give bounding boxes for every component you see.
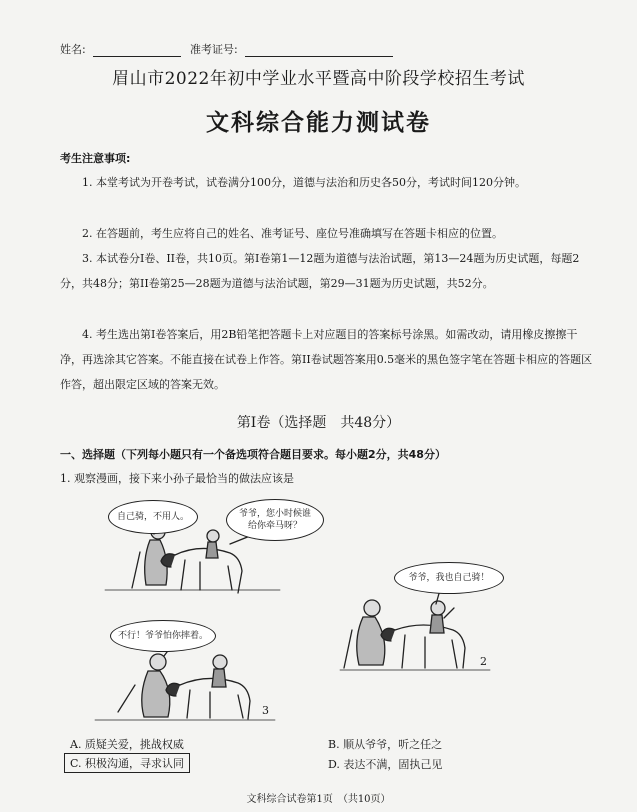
speech-bubble-4 <box>110 620 216 652</box>
exam-title: 眉山市2022年初中学业水平暨高中阶段学校招生考试 <box>112 69 525 89</box>
option-c: C. 积极沟通，寻求认同 <box>64 753 190 773</box>
page-footer: 文科综合试卷第1页 （共10页） <box>246 794 391 805</box>
bubble-4-text: 不行！爷爷怕你摔着。 <box>117 631 208 641</box>
option-d: D. 表达不满，固执己见 <box>328 758 443 771</box>
question-stem: 1. 观察漫画，接下来小孙子最恰当的做法应该是 <box>60 472 294 485</box>
panel-2-drawing <box>340 600 490 670</box>
section-instruction: 一、选择题（下列每小题只有一个备选项符合题目要求。每小题2分，共48分） <box>60 448 446 461</box>
speech-bubble-3 <box>394 562 504 594</box>
option-b: B. 顺从爷爷，听之任之 <box>328 738 443 751</box>
name-label: 姓名: <box>60 43 86 56</box>
notice-item-2: 2. 在答题前，考生应将自己的姓名、准考证号、座位号准确填写在答题卡相应的位置。 <box>82 227 503 240</box>
section-heading: 第I卷（选择题 共48分） <box>236 415 401 431</box>
bubble-3-text: 爷爷，我也自己骑！ <box>408 573 490 583</box>
notice-item-3: 3. 本试卷分I卷、II卷，共10页。第I卷第1—12题为道德与法治试题，第13—24题为历史试题，每题2分，共48分；第II卷第25—28题为道德与法治试题，第29—31题为历史试题，共52分。 <box>60 252 580 290</box>
panel-number-2: 2 <box>480 655 487 668</box>
panel-number-3: 3 <box>262 704 269 717</box>
id-label: 准考证号: <box>190 43 238 56</box>
option-a: A. 质疑关爱，挑战权威 <box>70 738 184 751</box>
notice-heading: 考生注意事项: <box>60 152 131 165</box>
bubble-1-text: 自己骑，不用人。 <box>116 512 189 522</box>
notice-item-1: 1. 本堂考试为开卷考试，试卷满分100分，道德与法治和历史各50分，考试时间120分钟。 <box>82 176 526 189</box>
bubble-2-text: 爷爷，您小时候谁给你牵马呀？ <box>238 509 311 531</box>
exam-subtitle: 文科综合能力测试卷 <box>206 109 431 136</box>
notice-item-4: 4. 考生选出第I卷答案后，用2B铅笔把答题卡上对应题目的答案标号涂黑。如需改动，请用橡皮擦擦干净，再选涂其它答案。不能直接在试卷上作答。第II卷试题答案用0.5毫米的黑色签字笔在答题卡相应的答题区作答，超出限定区域的答案无效。 <box>60 328 593 391</box>
panel-3-drawing <box>95 654 275 720</box>
speech-bubble-1 <box>108 500 198 534</box>
speech-bubble-2 <box>226 499 324 541</box>
